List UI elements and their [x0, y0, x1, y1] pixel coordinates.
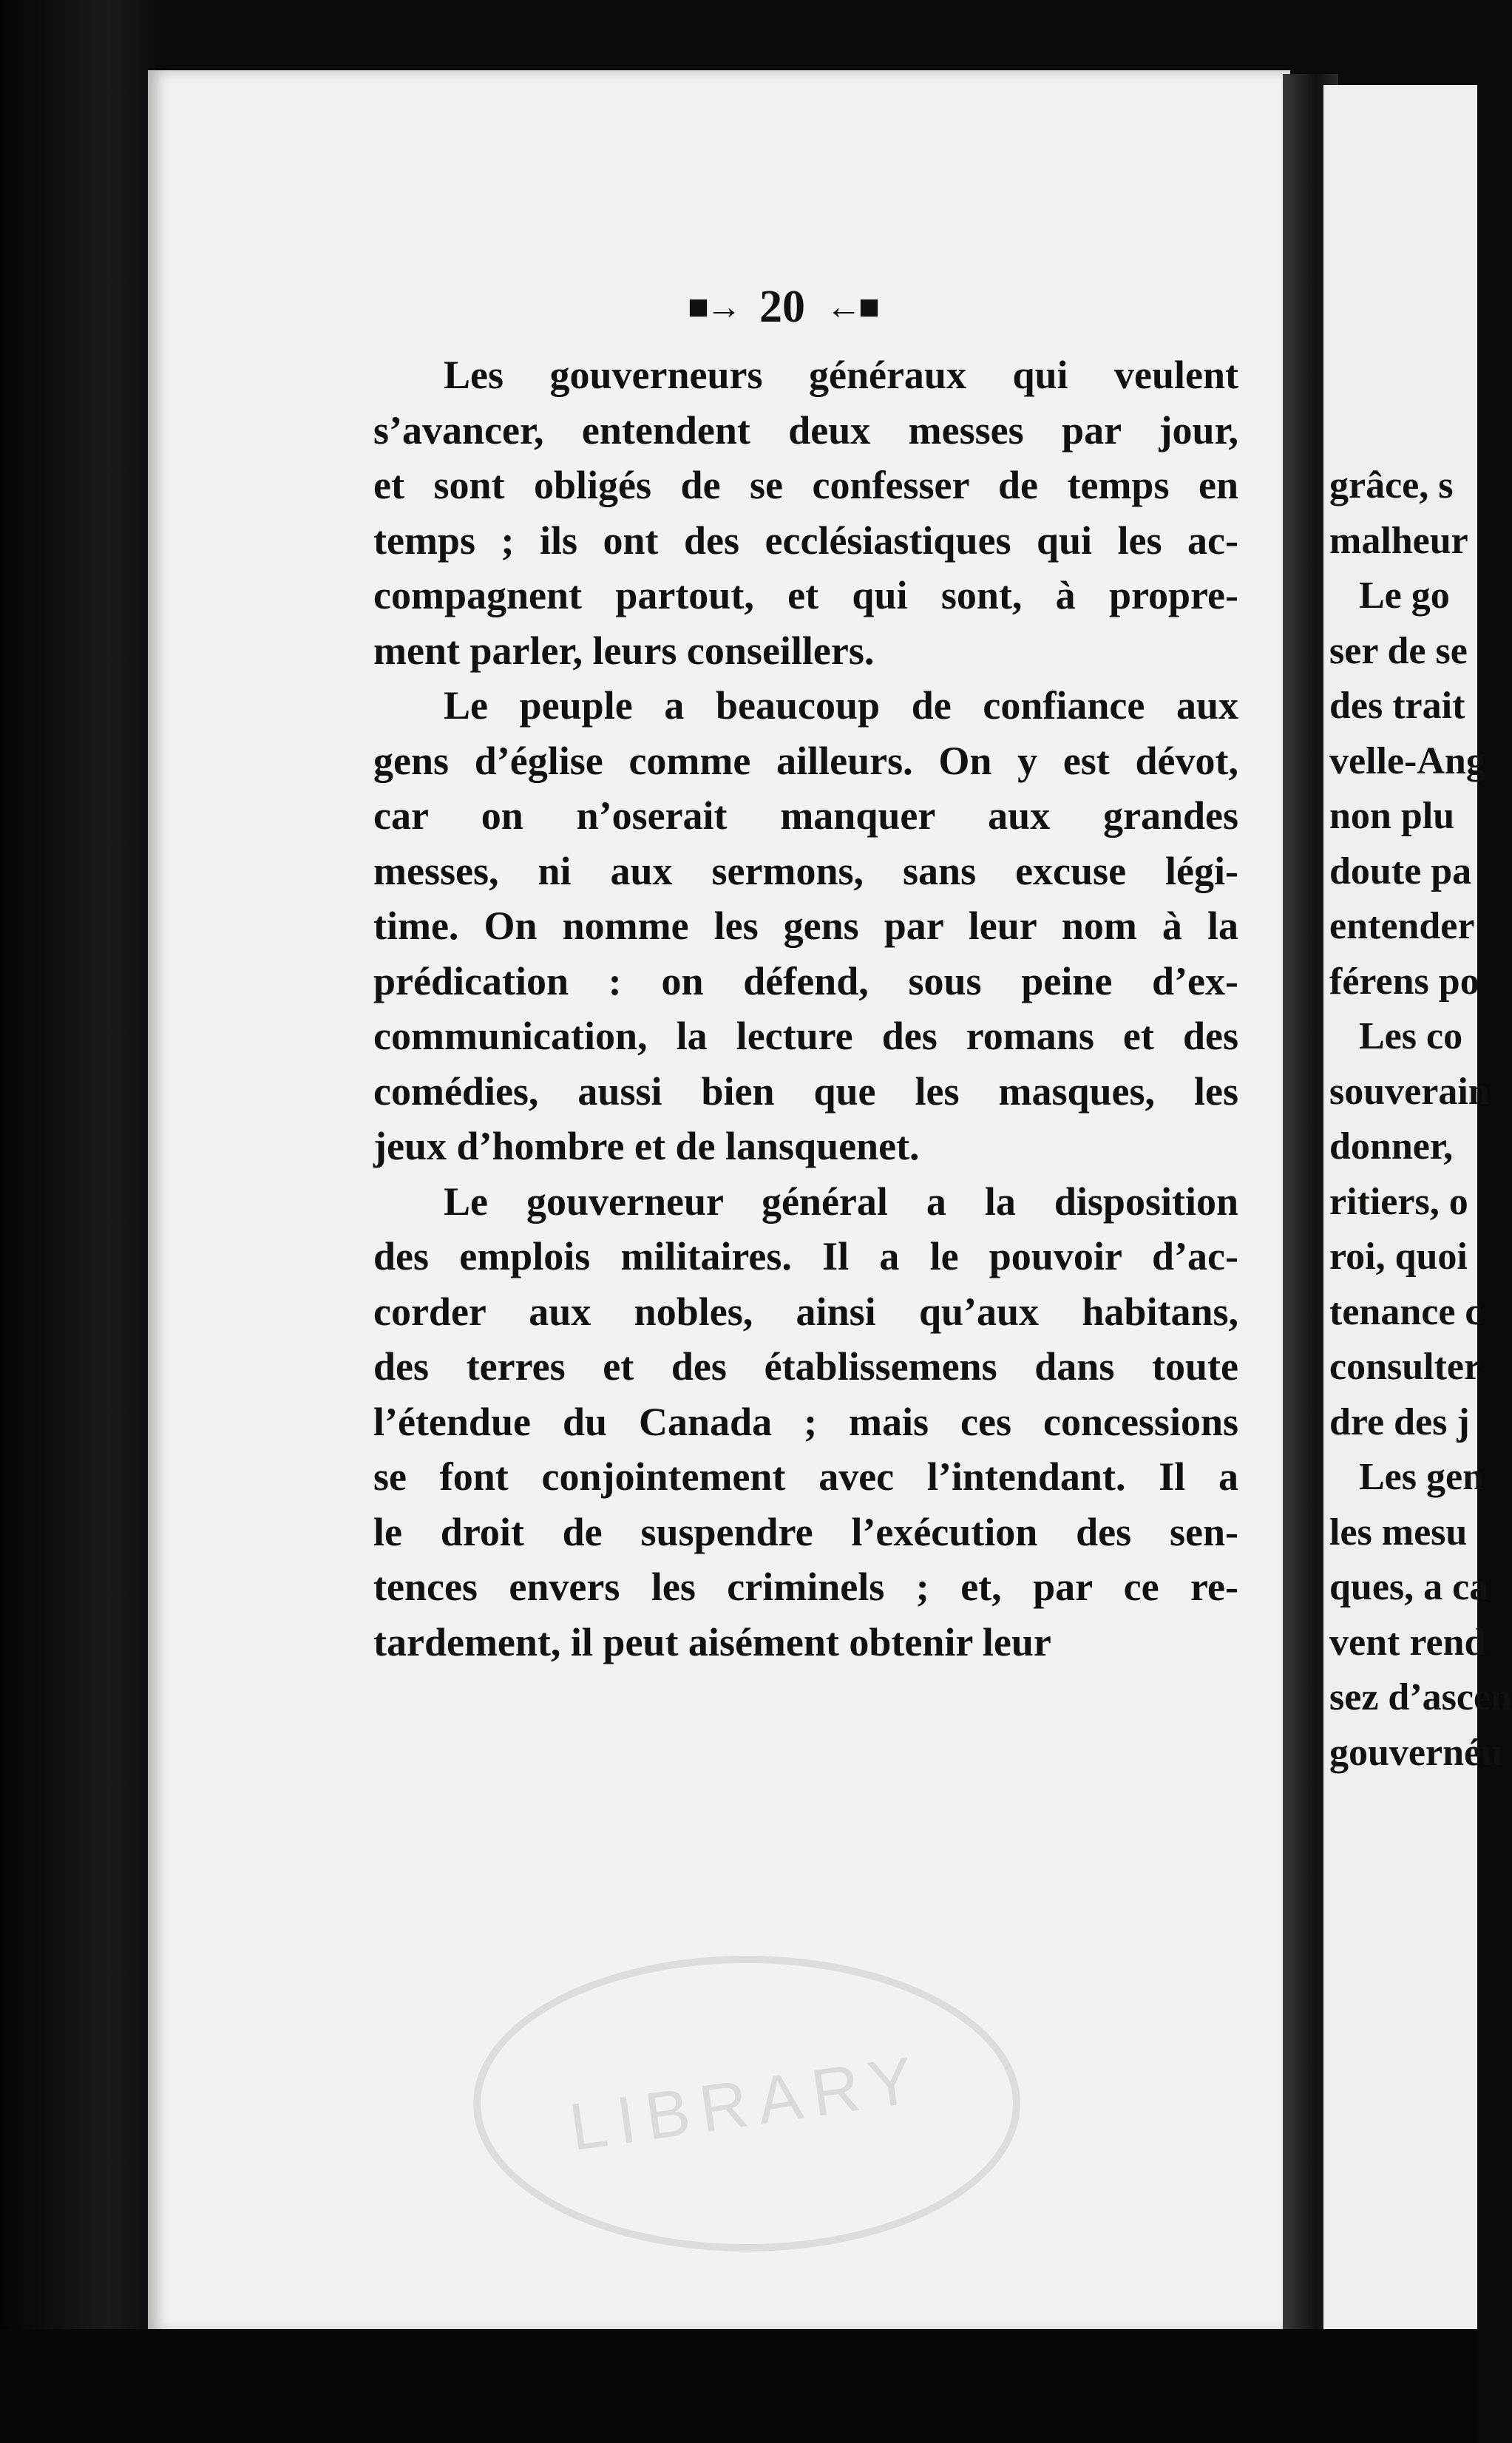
text-line: s’avancer, entendent deux messes par jour, — [373, 407, 1238, 453]
text-line: compagnent partout, et qui sont, à propre- — [373, 573, 1238, 617]
facing-page-line: ser de se — [1329, 629, 1468, 672]
facing-page-line: ritiers, o — [1329, 1180, 1468, 1223]
text-line: car on n’oserait manquer aux grandes — [373, 793, 1238, 838]
facing-page-line: donner, — [1329, 1125, 1454, 1168]
library-stamp-text: LIBRARY — [565, 2042, 929, 2165]
facing-page-line: roi, quoi — [1329, 1236, 1468, 1278]
facing-page-line: gouvernéu — [1329, 1731, 1502, 1774]
text-line: ment parler, leurs conseillers. — [373, 628, 875, 673]
text-line: comédies, aussi bien que les masques, les — [373, 1068, 1238, 1114]
facing-page-line: velle-Ang — [1329, 739, 1485, 782]
facing-page-line: des trait — [1329, 685, 1465, 727]
ornament-right: ←■ — [826, 287, 877, 327]
facing-page-line: Les gen — [1359, 1456, 1484, 1498]
text-line: corder aux nobles, ainsi qu’aux habitans, — [373, 1289, 1238, 1334]
book-page-right — [1323, 85, 1512, 2333]
text-line: gens d’église comme ailleurs. On y est dévot, — [373, 738, 1238, 783]
main-text — [373, 348, 1238, 1670]
text-line: tences envers les criminels ; et, par ce re- — [373, 1565, 1238, 1609]
facing-page-line: dre des j — [1329, 1400, 1470, 1443]
facing-page-line: souverain — [1329, 1070, 1490, 1113]
scan-background — [0, 2329, 1477, 2443]
text-line: des emplois militaires. Il a le pouvoir d’ac- — [373, 1234, 1238, 1278]
text-line: messes, ni aux sermons, sans excuse légi- — [373, 848, 1238, 893]
text-line: tardement, il peut aisément obtenir leur — [373, 1619, 1051, 1664]
facing-page-line: Le go — [1359, 575, 1450, 617]
facing-page-text — [1329, 458, 1512, 1780]
text-line: et sont obligés de se confesser de temps en — [373, 463, 1238, 507]
facing-page-line: consulter — [1329, 1346, 1482, 1388]
text-line: jeux d’hombre et de lansquenet. — [373, 1124, 920, 1168]
facing-page-line: férens po — [1329, 960, 1479, 1003]
facing-page-line: Les co — [1359, 1015, 1463, 1057]
text-line: prédication : on défend, sous peine d’ex- — [373, 958, 1238, 1003]
text-line: temps ; ils ont des ecclésiastiques qui les ac- — [373, 518, 1238, 563]
ornament-left: ■→ — [688, 287, 739, 327]
paragraph — [373, 348, 1238, 678]
facing-page-line: doute pa — [1329, 850, 1472, 892]
facing-page-line: malheur — [1329, 519, 1468, 562]
text-line: des terres et des établissemens dans toute — [373, 1344, 1238, 1389]
facing-page-line: entender — [1329, 905, 1475, 947]
text-line: Le peuple a beaucoup de confiance aux — [444, 683, 1238, 728]
facing-page-line: vent rend — [1329, 1621, 1486, 1664]
facing-page-line: les mesu — [1329, 1511, 1468, 1553]
text-line: communication, la lecture des romans et des — [373, 1014, 1238, 1058]
facing-page-line: grâce, s — [1329, 464, 1454, 506]
page-header — [688, 274, 877, 340]
facing-page-line: non plu — [1329, 795, 1455, 837]
text-line: l’étendue du Canada ; mais ces concessions — [373, 1399, 1238, 1444]
text-line: le droit de suspendre l’exécution des sen- — [373, 1509, 1238, 1554]
facing-page-line: ques, a ca — [1329, 1566, 1489, 1608]
paragraph — [373, 678, 1238, 1174]
text-line: se font conjointement avec l’intendant. Il a — [373, 1454, 1238, 1499]
book-spine-left — [0, 0, 155, 2443]
facing-page-line: tenance c — [1329, 1290, 1482, 1333]
text-line: time. On nomme les gens par leur nom à la — [373, 904, 1238, 948]
facing-page-line: sez d’ascen — [1329, 1676, 1512, 1718]
library-stamp — [473, 1956, 1020, 2251]
text-line: Les gouverneurs généraux qui veulent — [444, 353, 1238, 397]
text-line: Le gouverneur général a la disposition — [444, 1179, 1238, 1224]
paragraph — [373, 1174, 1238, 1670]
page-number: 20 — [759, 281, 805, 332]
